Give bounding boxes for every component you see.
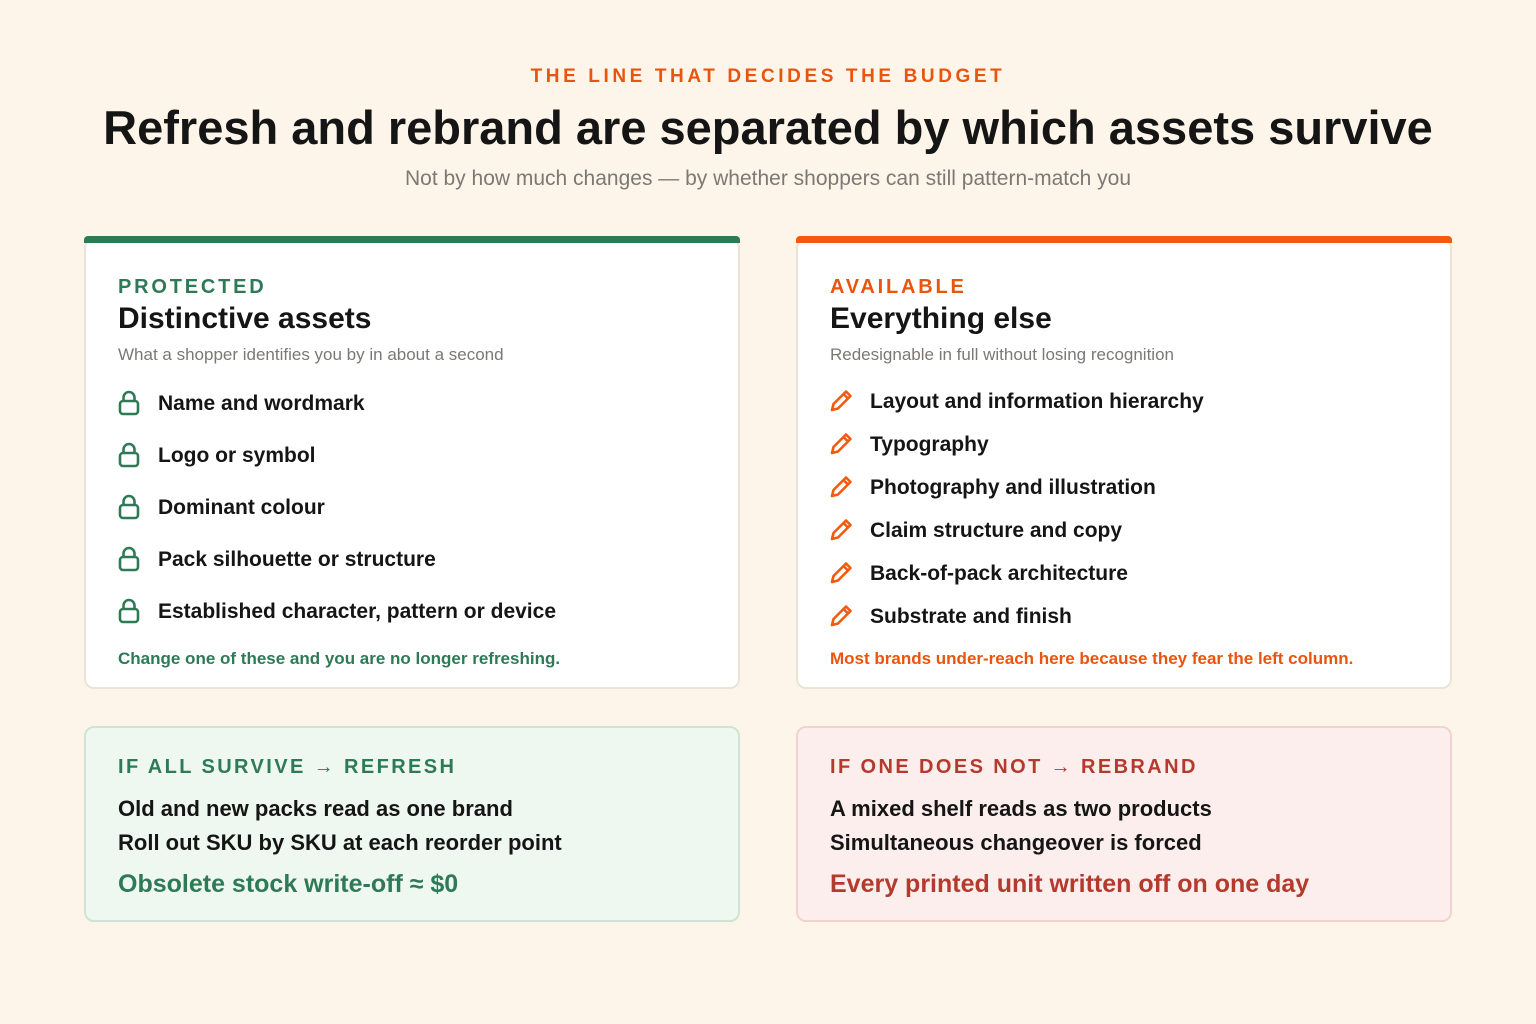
list-item: [828, 386, 1204, 416]
protected-item-label: Established character, pattern or device: [158, 600, 556, 623]
refresh-line: Old and new packs read as one brand: [118, 796, 513, 821]
available-item-label: Substrate and finish: [870, 605, 1072, 628]
refresh-box: [84, 726, 740, 922]
lock-icon: [116, 440, 142, 470]
protected-item-label: Name and wordmark: [158, 392, 365, 415]
available-description: Redesignable in full without losing recognition: [830, 345, 1174, 364]
list-item: [116, 388, 365, 418]
protected-description: What a shopper identifies you by in about a second: [118, 345, 504, 364]
lock-icon: [116, 544, 142, 574]
pencil-icon: [828, 386, 854, 416]
pencil-icon: [828, 429, 854, 459]
protected-card: [84, 238, 740, 689]
lock-icon: [116, 388, 142, 418]
list-item: [828, 558, 1128, 588]
pencil-icon: [828, 515, 854, 545]
list-item: [828, 429, 989, 459]
list-item: [116, 440, 316, 470]
available-item-label: Back-of-pack architecture: [870, 562, 1128, 585]
available-item-label: Typography: [870, 433, 989, 456]
available-item-label: Claim structure and copy: [870, 519, 1123, 542]
pencil-icon: [828, 472, 854, 502]
refresh-kicker: IF ALL SURVIVE → REFRESH: [118, 756, 457, 778]
protected-footnote: Change one of these and you are no longer refreshing.: [118, 649, 561, 668]
page-subtitle: Not by how much changes — by whether shoppers can still pattern-match you: [404, 167, 1132, 190]
rebrand-kicker: IF ONE DOES NOT → REBRAND: [830, 756, 1198, 778]
lock-icon: [116, 596, 142, 626]
pencil-icon: [828, 558, 854, 588]
pencil-icon: [828, 601, 854, 631]
protected-item-label: Pack silhouette or structure: [158, 548, 436, 571]
list-item: [116, 544, 436, 574]
available-item-label: Layout and information hierarchy: [870, 390, 1204, 413]
list-item: [116, 492, 325, 522]
lock-icon: [116, 492, 142, 522]
refresh-result: Obsolete stock write-off ≈ $0: [118, 870, 459, 898]
rebrand-line: Simultaneous changeover is forced: [830, 830, 1202, 855]
available-card: [796, 238, 1452, 689]
available-title: Everything else: [830, 302, 1052, 335]
page-title: Refresh and rebrand are separated by which assets survive: [103, 101, 1433, 154]
list-item: [828, 515, 1123, 545]
rebrand-box: [796, 726, 1452, 922]
rebrand-line: A mixed shelf reads as two products: [830, 796, 1212, 821]
rebrand-result: Every printed unit written off on one day: [830, 870, 1310, 898]
protected-accent-bar: [84, 236, 740, 243]
available-accent-bar: [796, 236, 1452, 243]
protected-title: Distinctive assets: [118, 302, 372, 335]
protected-item-label: Dominant colour: [158, 496, 325, 519]
protected-item-label: Logo or symbol: [158, 444, 316, 467]
protected-kicker: PROTECTED: [118, 276, 267, 298]
available-footnote: Most brands under-reach here because they fear the left column.: [830, 649, 1354, 668]
refresh-line: Roll out SKU by SKU at each reorder point: [118, 830, 562, 855]
list-item: [828, 601, 1072, 631]
list-item: [828, 472, 1156, 502]
list-item: [116, 596, 556, 626]
eyebrow: THE LINE THAT DECIDES THE BUDGET: [530, 66, 1006, 87]
available-kicker: AVAILABLE: [830, 276, 967, 298]
available-item-label: Photography and illustration: [870, 476, 1156, 499]
